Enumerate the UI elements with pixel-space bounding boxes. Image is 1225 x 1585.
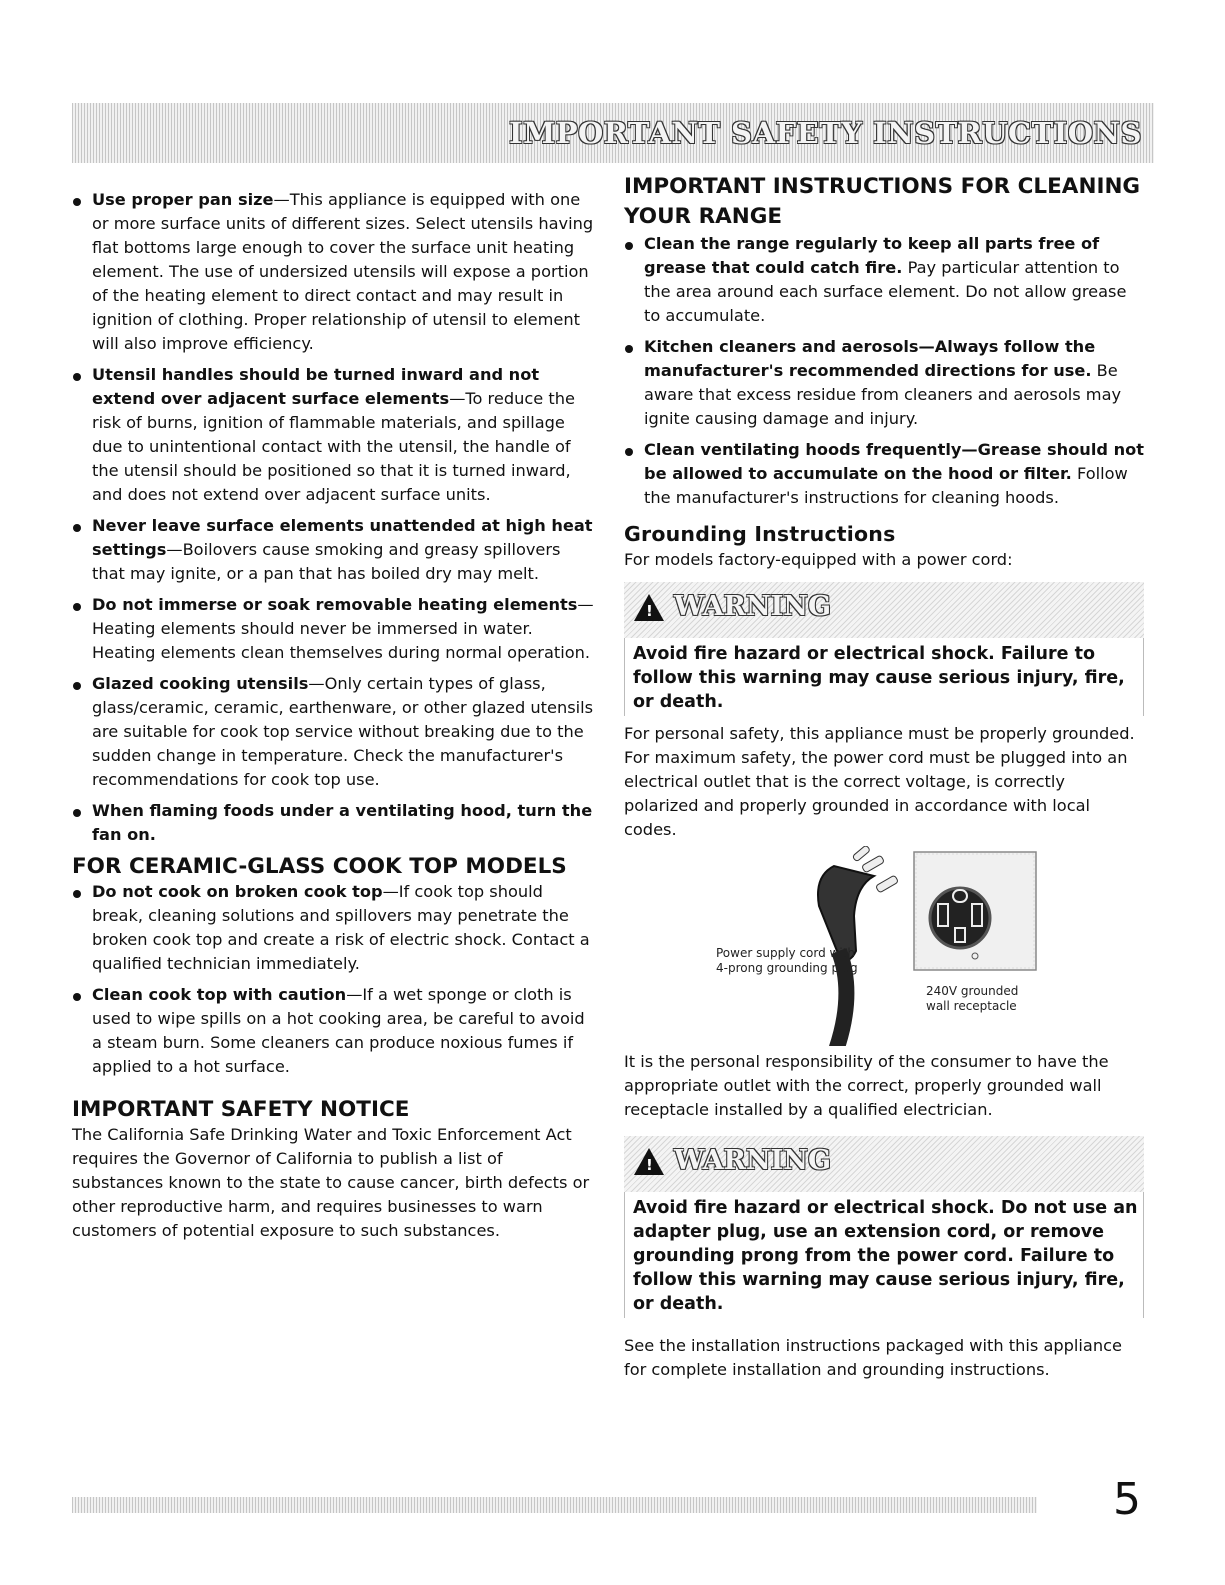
list-item: Glazed cooking utensils—Only certain types of glass, glass/ceramic, ceramic, earthenware, or other glazed utensils are suitable for cook top service without breaking due to the sudden change in temperature. Check the manufacturer's recommendations for cook top use. bbox=[72, 672, 594, 792]
warning-label: WARNING bbox=[674, 591, 832, 622]
warning-text: Avoid fire hazard or electrical shock. Failure to follow this warning may cause serious injury, fire, or death. bbox=[624, 638, 1144, 716]
exclamation-icon: ! bbox=[646, 602, 653, 620]
warning-box bbox=[624, 1136, 1144, 1318]
installation-note: See the installation instructions packaged with this appliance for complete installation and grounding instructions. bbox=[624, 1336, 1122, 1379]
list-item: Clean cook top with caution—If a wet sponge or cloth is used to wipe spills on a hot cooking area, be careful to avoid a steam burn. Some cleaners can produce noxious fumes if applied to a hot surface. bbox=[72, 983, 594, 1079]
warning-header bbox=[624, 582, 1144, 638]
grounding-heading: Grounding Instructions bbox=[624, 522, 896, 546]
grounding-text: For personal safety, this appliance must be properly grounded. For maximum safety, the power cord must be plugged into an electrical outlet that is the correct voltage, is correctly polarized and properly grounded in accordance with local codes. bbox=[624, 724, 1135, 839]
list-item: Clean the range regularly to keep all parts free of grease that could catch fire. Pay particular attention to the area around each surface element. Do not allow grease to accumulate. bbox=[624, 232, 1144, 328]
warning-label: WARNING bbox=[674, 1145, 832, 1176]
ceramic-list bbox=[72, 880, 594, 1079]
responsibility-text: It is the personal responsibility of the consumer to have the appropriate outlet with the correct, properly grounded wall receptacle installed by a qualified electrician. bbox=[624, 1052, 1109, 1119]
exclamation-icon: ! bbox=[646, 1156, 653, 1174]
list-item: Utensil handles should be turned inward and not extend over adjacent surface elements—To reduce the risk of burns, ignition of flammable materials, and spillage due to unintentional contact with the utensil, the handle of the utensil should be positioned so that it is turned inward, and does not extend over adjacent surface units. bbox=[72, 363, 594, 507]
plug-illustration bbox=[624, 846, 1144, 1046]
list-item: Never leave surface elements unattended at high heat settings—Boilovers cause smoking and greasy spillovers that may ignite, or a pan that has boiled dry may melt. bbox=[72, 514, 594, 586]
warning-header bbox=[624, 1136, 1144, 1192]
list-item: Kitchen cleaners and aerosols—Always follow the manufacturer's recommended directions for use. Be aware that excess residue from cleaners and aerosols may ignite causing damage and injury. bbox=[624, 335, 1144, 431]
outlet-caption: 240V grounded wall receptacle bbox=[926, 984, 1019, 1013]
list-item: Use proper pan size—This appliance is equipped with one or more surface units of different sizes. Select utensils having flat bottoms large enough to cover the surface unit heating element. The use of undersized utensils will expose a portion of the heating element to direct contact and may result in ignition of clothing. Proper relationship of utensil to element will also improve efficiency. bbox=[72, 188, 594, 356]
notice-heading: IMPORTANT SAFETY NOTICE bbox=[72, 1097, 410, 1122]
warning-box bbox=[624, 582, 1144, 716]
ceramic-section-heading: FOR CERAMIC-GLASS COOK TOP MODELS bbox=[72, 854, 567, 879]
plug-outlet-figure bbox=[624, 846, 1144, 1046]
cooking-safety-list bbox=[72, 188, 594, 847]
cleaning-list bbox=[624, 232, 1144, 510]
grounding-intro: For models factory-equipped with a power cord: bbox=[624, 550, 1013, 569]
list-item: Clean ventilating hoods frequently—Grease should not be allowed to accumulate on the hood or filter. Follow the manufacturer's instructions for cleaning hoods. bbox=[624, 438, 1144, 510]
plug-caption: Power supply cord with 4-prong grounding plug bbox=[716, 946, 858, 975]
list-item: Do not immerse or soak removable heating elements—Heating elements should never be immersed in water. Heating elements clean themselves during normal operation. bbox=[72, 593, 594, 665]
left-column bbox=[72, 188, 594, 1243]
list-item: When flaming foods under a ventilating hood, turn the fan on. bbox=[72, 799, 594, 847]
right-column bbox=[624, 172, 1144, 1382]
footer-bar bbox=[72, 1497, 1037, 1513]
list-item: Do not cook on broken cook top—If cook top should break, cleaning solutions and spillovers may penetrate the broken cook top and create a risk of electric shock. Contact a qualified technician immediately. bbox=[72, 880, 594, 976]
page-title: IMPORTANT SAFETY INSTRUCTIONS bbox=[509, 116, 1142, 150]
page-number: 5 bbox=[1113, 1474, 1141, 1525]
header-banner bbox=[72, 103, 1154, 163]
notice-text: The California Safe Drinking Water and Toxic Enforcement Act requires the Governor of California to publish a list of substances known to the state to cause cancer, birth defects or other reproductive harm, and requires businesses to warn customers of potential exposure to such substances. bbox=[72, 1125, 590, 1240]
warning-text: Avoid fire hazard or electrical shock. Do not use an adapter plug, use an extension cord, or remove grounding prong from the power cord. Failure to follow this warning may cause serious injury, fire, or death. bbox=[624, 1192, 1144, 1318]
cleaning-heading: IMPORTANT INSTRUCTIONS FOR CLEANING YOUR RANGE bbox=[624, 174, 1141, 229]
